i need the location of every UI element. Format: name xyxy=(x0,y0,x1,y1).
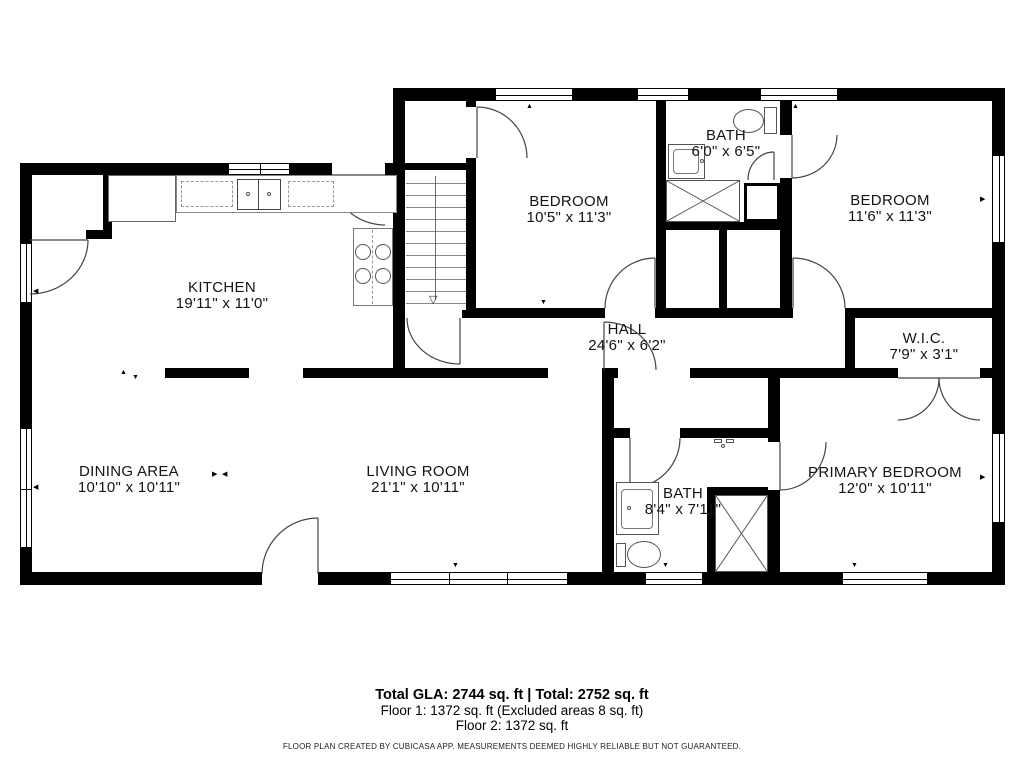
door-opening xyxy=(332,163,385,175)
room-dims: 10'10" x 10'11" xyxy=(77,479,181,496)
window xyxy=(390,572,568,585)
window-mullion xyxy=(496,95,572,96)
stove-burner xyxy=(355,244,371,260)
toilet-tank xyxy=(616,543,626,567)
window xyxy=(637,88,689,101)
toilet-bowl xyxy=(627,541,661,568)
wall xyxy=(466,158,476,318)
window-mullion xyxy=(391,579,567,580)
wall xyxy=(165,368,249,378)
staircase-down-arrow: ▽ xyxy=(429,294,438,306)
room-dims: 24'6" x 6'2" xyxy=(588,337,666,354)
room-dims: 6'0" x 6'5" xyxy=(691,143,761,160)
shower xyxy=(715,495,768,572)
room-name: PRIMARY BEDROOM xyxy=(808,464,962,481)
room-dims: 10'5" x 11'3" xyxy=(526,209,612,226)
wall xyxy=(614,428,630,438)
opening-tick: ◀ xyxy=(222,471,228,478)
room-name: DINING AREA xyxy=(79,463,179,480)
room-name: BATH xyxy=(705,127,747,144)
room-dims: 11'6" x 11'3" xyxy=(848,208,932,225)
kitchen-cabinet-dashed xyxy=(288,181,334,207)
window-mullion xyxy=(229,169,289,170)
opening-tick: ▼ xyxy=(452,562,459,569)
total-area-text: Total GLA: 2744 sq. ft | Total: 2752 sq. ft xyxy=(375,687,649,703)
window xyxy=(495,88,573,101)
room-label-bedroom-1 xyxy=(526,194,611,226)
window xyxy=(760,88,838,101)
room-dims: 21'1" x 10'11" xyxy=(371,479,465,496)
wall xyxy=(768,490,780,572)
room-label-wic xyxy=(890,331,959,363)
floor1-area-text: Floor 1: 1372 sq. ft (Excluded areas 8 sq. ft) xyxy=(380,703,644,718)
opening-tick: ▶ xyxy=(212,471,218,478)
door-swing xyxy=(792,135,837,178)
wall xyxy=(780,101,792,135)
window xyxy=(20,428,32,548)
shower xyxy=(666,180,740,222)
room-dims: 12'0" x 10'11" xyxy=(838,480,932,497)
disclaimer-text: FLOOR PLAN CREATED BY CUBICASA APP. MEASUREMENTS DEEMED HIGHLY RELIABLE BUT NOT GUARANTEED. xyxy=(282,742,742,751)
opening-tick: ▼ xyxy=(662,562,669,569)
room-label-bedroom-2 xyxy=(848,193,932,225)
faucet-dot xyxy=(246,192,250,196)
wall xyxy=(462,308,605,318)
shower-head xyxy=(726,439,734,443)
window-mullion xyxy=(999,434,1000,522)
staircase-centerline xyxy=(435,176,436,300)
kitchen-sink xyxy=(237,179,281,210)
window xyxy=(228,163,290,175)
door-swing xyxy=(30,240,88,294)
wall xyxy=(680,428,780,438)
room-name: BEDROOM xyxy=(529,193,609,210)
opening-tick: ◀ xyxy=(33,288,39,295)
window-pane-divider xyxy=(449,573,450,584)
window-mullion xyxy=(761,95,837,96)
wall xyxy=(655,308,793,318)
window-mullion xyxy=(638,95,688,96)
window-mullion xyxy=(646,579,702,580)
kitchen-cabinet-dashed xyxy=(181,181,233,207)
shower-head xyxy=(714,439,722,443)
opening-tick: ▲ xyxy=(120,369,127,376)
door-swing xyxy=(939,378,980,420)
opening-tick: ▶ xyxy=(980,474,986,481)
wall xyxy=(980,368,992,378)
opening-tick: ▼ xyxy=(540,299,547,306)
opening-tick: ▼ xyxy=(851,562,858,569)
door-swing xyxy=(630,438,680,488)
wall xyxy=(405,163,466,170)
door-swing xyxy=(898,378,939,420)
door-swing xyxy=(793,258,845,308)
opening-tick: ▶ xyxy=(980,196,986,203)
floor2-area-text: Floor 2: 1372 sq. ft xyxy=(455,718,569,733)
room-label-living-room xyxy=(366,464,469,496)
plan-summary xyxy=(0,688,1024,751)
opening-tick: ▲ xyxy=(792,103,799,110)
window xyxy=(992,155,1005,243)
wall xyxy=(303,368,548,378)
room-dims: 19'11" x 11'0" xyxy=(175,295,269,312)
room-dims: 7'9" x 3'1" xyxy=(889,346,959,363)
opening-tick: ▲ xyxy=(658,103,665,110)
stove xyxy=(353,228,393,306)
room-label-bath-lower xyxy=(645,486,721,518)
window xyxy=(645,572,703,585)
faucet-dot xyxy=(267,192,271,196)
room-name: BEDROOM xyxy=(850,192,930,209)
window-mullion xyxy=(26,429,27,547)
shower-control-dot xyxy=(721,444,725,448)
stove-burner xyxy=(355,268,371,284)
room-name: LIVING ROOM xyxy=(366,463,470,480)
toilet-tank xyxy=(764,107,777,134)
wall xyxy=(656,230,666,308)
refrigerator xyxy=(108,175,176,222)
window-mullion xyxy=(999,156,1000,242)
room-label-bath-upper xyxy=(692,128,761,160)
window-pane-divider xyxy=(507,573,508,584)
window-pane-divider xyxy=(260,164,261,174)
room-name: BATH xyxy=(662,485,704,502)
door-swing xyxy=(605,258,655,308)
window-mullion xyxy=(26,244,27,302)
wall xyxy=(602,438,614,572)
linen-closet xyxy=(744,183,780,222)
wall xyxy=(768,378,780,442)
window xyxy=(842,572,928,585)
room-label-primary-bedroom xyxy=(808,465,962,497)
wall xyxy=(845,308,992,318)
stove-burner xyxy=(375,268,391,284)
wall xyxy=(768,368,898,378)
kitchen-sink-divider xyxy=(258,179,259,210)
room-dims: 8'4" x 7'11" xyxy=(644,501,722,518)
wall xyxy=(780,178,792,308)
wall xyxy=(690,368,780,378)
opening-tick: ◀ xyxy=(33,484,39,491)
door-opening xyxy=(32,230,86,239)
window-mullion xyxy=(843,579,927,580)
room-name: W.I.C. xyxy=(902,330,946,347)
window-pane-divider xyxy=(21,489,31,490)
room-label-hall xyxy=(588,322,666,354)
door-swing xyxy=(407,318,460,364)
wall xyxy=(393,88,1005,101)
wall xyxy=(719,230,727,308)
wall xyxy=(602,368,614,438)
room-label-kitchen xyxy=(176,280,269,312)
stove-centerline xyxy=(372,230,373,304)
wall xyxy=(466,101,476,107)
door-swing xyxy=(262,518,318,574)
room-name: KITCHEN xyxy=(188,279,256,296)
stove-burner xyxy=(375,244,391,260)
wall xyxy=(656,222,792,230)
faucet-dot xyxy=(627,506,631,510)
door-swing xyxy=(477,107,527,158)
wall xyxy=(656,101,666,230)
room-name: HALL xyxy=(607,321,647,338)
opening-tick: ▼ xyxy=(132,374,139,381)
window xyxy=(992,433,1005,523)
staircase xyxy=(406,172,466,310)
room-label-dining-area xyxy=(78,464,180,496)
opening-tick: ▲ xyxy=(526,103,533,110)
